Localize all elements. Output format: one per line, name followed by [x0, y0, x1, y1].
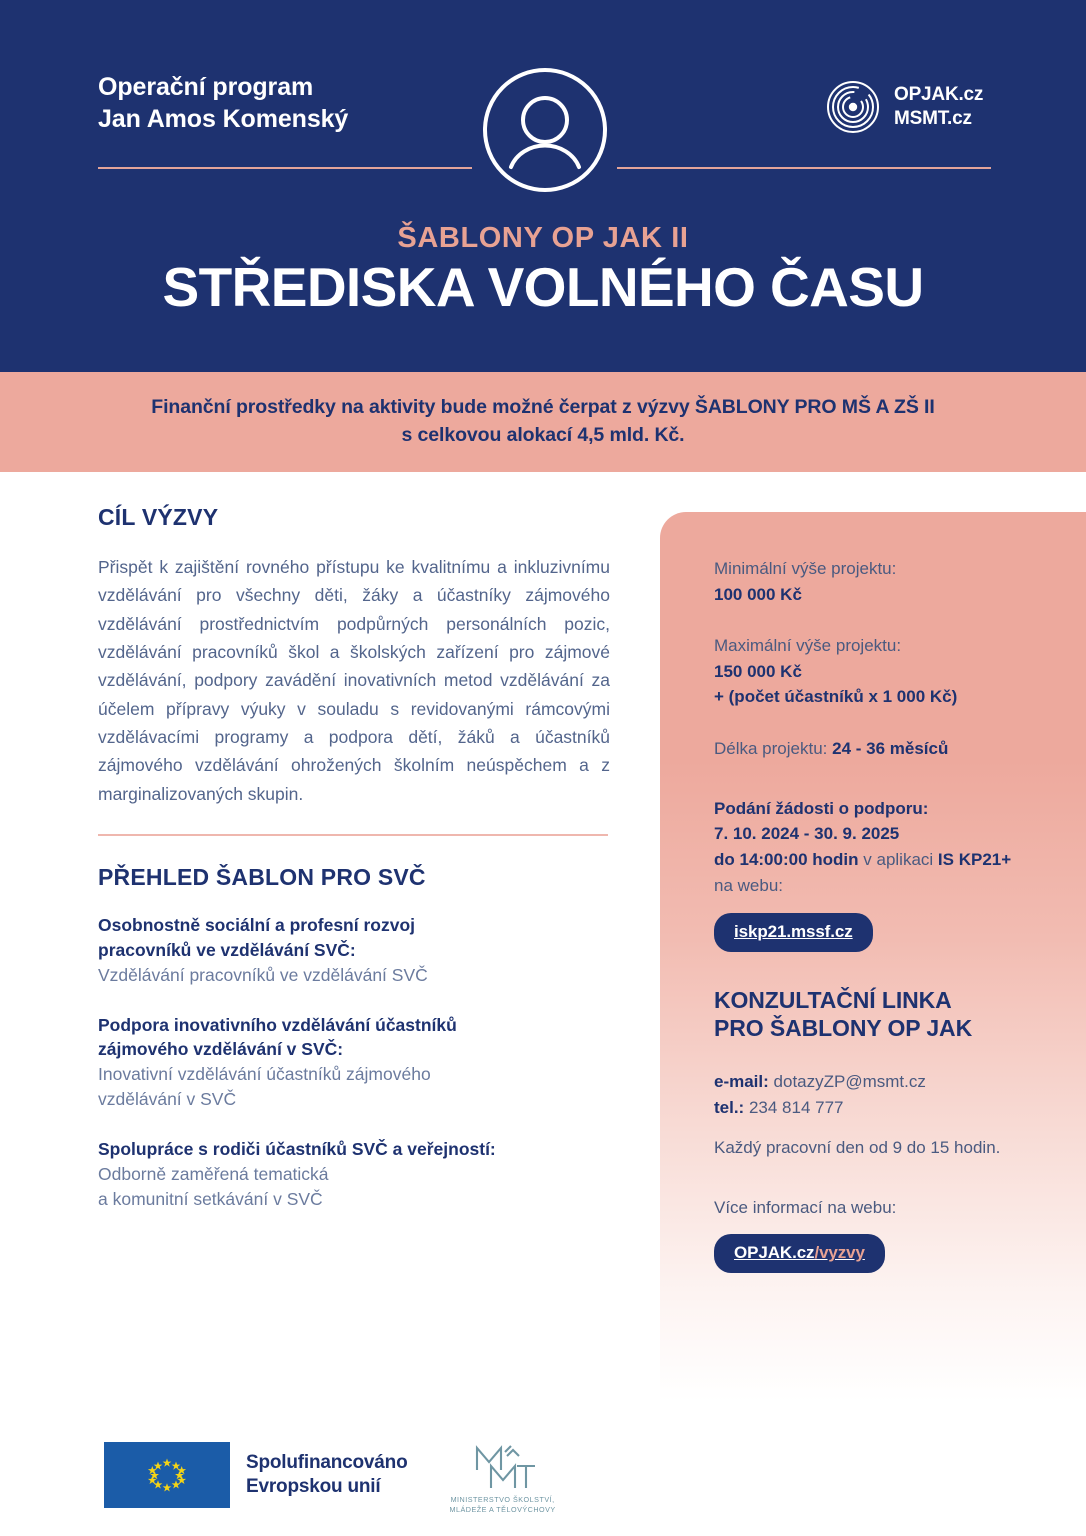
funding-banner-line1: Finanční prostředky na aktivity bude možné čerpat z výzvy ŠABLONY PRO MŠ A ZŠ II	[151, 396, 935, 419]
msmt-ministry-text	[449, 1495, 555, 1514]
template-item	[98, 1013, 610, 1112]
eu-cofunding-text	[246, 1451, 407, 1499]
spacer	[714, 607, 1044, 633]
phone-row	[714, 1095, 1044, 1121]
spacer	[714, 762, 1044, 796]
section-divider	[98, 834, 608, 836]
funding-banner-text	[151, 394, 934, 449]
duration-value: 24 - 36 měsíců	[832, 738, 949, 758]
templates-heading: PŘEHLED ŠABLON PRO SVČ	[98, 864, 426, 891]
iskp-link-button[interactable]: iskp21.mssf.cz	[714, 913, 873, 952]
main-content	[98, 504, 610, 1237]
header-divider-right	[617, 167, 991, 169]
application-dates: 7. 10. 2024 - 30. 9. 2025	[714, 824, 900, 844]
goal-heading: CÍL VÝZVY	[98, 504, 219, 530]
goal-text: Přispět k zajištění rovného přístupu ke kvalitnímu a inkluzivnímu vzdělávání pro všechny děti, žáky a účastníky zájmového vzdělávání prostřednictvím podpůrných personálních pozic, vzdělávání pracovníků škol a školských zařízení pro zájmové vzdělávání, podpory zavádění inovativních metod vzdělávání za účelem přípravy výuky v souladu s revidovanými rámcovými vzdělávacími programy a podpora dětí, žáků a účastníků zájmového vzdělávání ohrožených školním neúspěchem a z marginalizovaných skupin.	[98, 557, 610, 804]
opjak-logo-text	[894, 83, 983, 131]
program-brand-line1: Operační program	[98, 73, 314, 101]
msmt-text-line2: MLÁDEŽE A TĚLOVÝCHOVY	[449, 1504, 556, 1514]
page-footer	[104, 1442, 556, 1514]
min-amount-value: 100 000 Kč	[714, 584, 802, 604]
phone-label: tel.:	[714, 1098, 745, 1118]
page-header	[0, 0, 1086, 372]
template-desc-line2: vzdělávání v SVČ	[98, 1089, 237, 1110]
consultation-heading-line2: PRO ŠABLONY OP JAK	[714, 1015, 973, 1042]
opjak-labyrinth-logo-icon	[826, 80, 880, 134]
phone-value: 234 814 777	[748, 1098, 844, 1118]
application-app-prefix: v aplikaci	[863, 849, 934, 869]
email-row	[714, 1069, 1044, 1095]
opjak-logo-line2: MSMT.cz	[894, 108, 972, 129]
application-app-name: IS KP21+	[937, 849, 1012, 869]
program-brand-line2: Jan Amos Komenský	[98, 104, 349, 133]
funding-banner	[0, 372, 1086, 472]
min-amount-label: Minimální výše projektu:	[714, 559, 897, 578]
template-title-line2: pracovníků ve vzdělávání SVČ:	[98, 939, 356, 960]
header-divider-left	[98, 167, 472, 169]
funding-banner-line2: s celkovou alokací 4,5 mld. Kč.	[401, 424, 685, 446]
msmt-text-line1: MINISTERSTVO ŠKOLSTVÍ,	[450, 1495, 555, 1504]
application-time: do 14:00:00 hodin	[714, 849, 859, 869]
template-item	[98, 913, 610, 988]
spacer	[714, 1121, 1044, 1135]
template-desc-line1: Inovativní vzdělávání účastníků zájmového	[98, 1064, 431, 1085]
consultation-heading	[714, 986, 1044, 1043]
opjak-link-main: OPJAK.cz	[734, 1243, 815, 1263]
max-amount-value: 150 000 Kč	[714, 661, 802, 681]
spacer	[714, 1043, 1044, 1069]
spacer	[714, 710, 1044, 736]
template-title-line1: Spolupráce s rodiči účastníků SVČ a veřejností:	[98, 1139, 496, 1159]
application-label: Podání žádosti o podporu:	[714, 798, 929, 818]
spacer	[714, 952, 1044, 986]
template-title-line1: Osobnostně sociální a profesní rozvoj	[98, 915, 415, 936]
template-desc-line1: Odborně zaměřená tematická	[98, 1163, 329, 1184]
template-desc-line1: Vzdělávání pracovníků ve vzdělávání SVČ	[98, 964, 428, 985]
template-title-line2: zájmového vzdělávání v SVČ:	[98, 1039, 344, 1060]
program-brand	[98, 72, 348, 135]
template-desc-line2: a komunitní setkávání v SVČ	[98, 1188, 323, 1209]
opjak-logo	[826, 80, 983, 134]
page-title: STŘEDISKA VOLNÉHO ČASU	[162, 256, 924, 318]
spacer	[714, 899, 1044, 913]
max-amount-extra: + (počet účastníků x 1 000 Kč)	[714, 687, 958, 706]
template-title-line1: Podpora inovativního vzdělávání účastníků	[98, 1014, 457, 1035]
application-time-row	[714, 847, 1044, 873]
email-value[interactable]: dotazyZP@msmt.cz	[773, 1071, 926, 1091]
msmt-logo-icon	[467, 1442, 539, 1492]
msmt-ministry-logo	[449, 1442, 555, 1514]
eu-flag-icon	[104, 1442, 230, 1508]
more-info-label: Více informací na webu:	[714, 1197, 897, 1217]
consultation-heading-line1: KONZULTAČNÍ LINKA	[714, 986, 952, 1013]
poster-eyebrow: ŠABLONY OP JAK II	[397, 222, 689, 254]
email-label: e-mail:	[714, 1071, 769, 1091]
application-web-label: na webu:	[714, 876, 783, 896]
opjak-logo-line1: OPJAK.cz	[894, 84, 984, 106]
duration-label: Délka projektu:	[714, 738, 828, 758]
duration-row	[714, 736, 1044, 762]
opjak-link-accent: /vyzvy	[814, 1243, 865, 1263]
opjak-vyzvy-link-button[interactable]	[714, 1234, 885, 1273]
eu-cofunding-line1: Spolufinancováno	[246, 1452, 408, 1474]
spacer	[714, 1161, 1044, 1195]
office-hours: Každý pracovní den od 9 do 15 hodin.	[714, 1138, 1001, 1158]
max-amount-label: Maximální výše projektu:	[714, 636, 902, 655]
spacer	[714, 1220, 1044, 1234]
person-in-circle-icon	[481, 66, 609, 194]
eu-cofunding-line2: Evropskou unií	[246, 1476, 381, 1497]
info-panel	[714, 556, 1044, 1273]
eu-cofunding-logo	[104, 1442, 407, 1508]
template-item	[98, 1137, 610, 1212]
